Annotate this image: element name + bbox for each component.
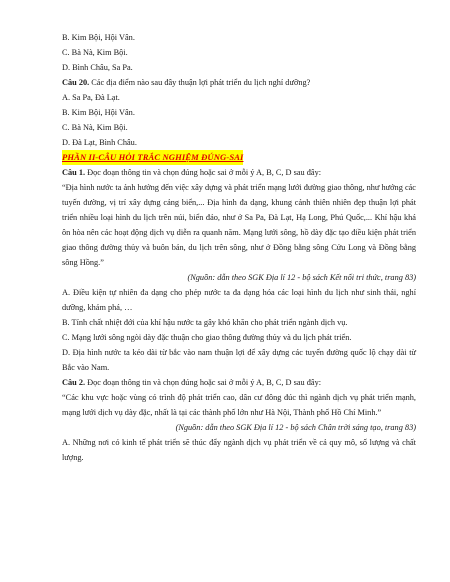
tf1-statement-d: D. Địa hình nước ta kéo dài từ bắc vào nam thuận lợi để xây dựng các tuyến đường quốc lộ chạy dài từ Bắc vào Nam.	[62, 348, 416, 372]
q20-option-b: B. Kim Bội, Hội Vân.	[62, 108, 135, 117]
tf-question-1-passage: “Địa hình nước ta ảnh hưởng đến việc xây dựng và phát triển mạng lưới đường giao thông, như hướng các tuyến đường, vị trí xây dựng cảng biển,... Địa hình đa dạng, khung cảnh thiên nhiên đẹp thuận lợi phát triển nhiều loại hình du lịch trên núi, biển đảo, như ở Sa Pa, Đà Lạt, Hạ Long, Phú Quốc,... Khí hậu khá ôn hòa nên các hoạt động dịch vụ diễn ra quanh năm. Mạng lưới sông, hồ dày đặc tạo điều kiện phát triển giao thông đường thủy và buôn bán, du lịch trên sông, như ở Đồng bằng sông Cửu Long và Đồng bằng sông Hồng.”	[62, 183, 416, 267]
tf-question-1	[62, 165, 416, 180]
tf-question-2-prompt: Đọc đoạn thông tin và chọn đúng hoặc sai ở mỗi ý A, B, C, D sau đây:	[85, 378, 322, 387]
tf1-statement-b: B. Tính chất nhiệt đới của khí hậu nước ta gây khó khăn cho phát triển ngành dịch vụ.	[62, 318, 348, 327]
tf-question-2-source: (Nguồn: dẫn theo SGK Địa lí 12 - bộ sách Chân trời sáng tạo, trang 83)	[175, 423, 416, 432]
tf-question-2-passage: “Các khu vực hoặc vùng có trình độ phát triển cao, dân cư đông đúc thì ngành dịch vụ phát triển mạnh, mạng lưới dịch vụ dày đặc, nhất là tại các thành phố lớn như Hà Nội, Thành phố Hồ Chí Minh.”	[62, 393, 416, 417]
tf1-statement-a: A. Điều kiện tự nhiên đa dạng cho phép nước ta đa dạng hóa các loại hình du lịch như sinh thái, nghỉ dưỡng, khám phá, …	[62, 288, 416, 312]
tf-question-2-label: Câu 2.	[62, 378, 86, 387]
q20-option-a: A. Sa Pa, Đà Lạt.	[62, 93, 120, 102]
q19-option-b: B. Kim Bội, Hội Vân.	[62, 33, 135, 42]
tf-question-1-prompt: Đọc đoạn thông tin và chọn đúng hoặc sai ở mỗi ý A, B, C, D sau đây:	[85, 168, 322, 177]
question-20-text: Các địa điểm nào sau đây thuận lợi phát triển du lịch nghỉ dưỡng?	[89, 78, 311, 87]
section-heading-row	[62, 150, 416, 165]
q20-option-d: D. Đà Lạt, Bình Châu.	[62, 138, 137, 147]
q19-option-c: C. Bà Nà, Kim Bội.	[62, 48, 128, 57]
question-20	[62, 75, 416, 90]
q19-option-d: D. Bình Châu, Sa Pa.	[62, 63, 133, 72]
section-title: PHẦN II-CÂU HỎI TRẮC NGHIỆM ĐÚNG-SAI	[62, 150, 243, 165]
tf1-statement-c: C. Mạng lưới sông ngòi dày đặc thuận cho giao thông đường thủy và du lịch phát triển.	[62, 333, 352, 342]
tf-question-1-source: (Nguồn: dẫn theo SGK Địa lí 12 - bộ sách Kết nối tri thức, trang 83)	[187, 273, 416, 282]
tf2-statement-a: A. Những nơi có kinh tế phát triển sẽ thúc đẩy ngành dịch vụ phát triển về cả quy mô, số lượng và chất lượng.	[62, 438, 416, 462]
question-20-label: Câu 20.	[62, 78, 90, 87]
q20-option-c: C. Bà Nà, Kim Bội.	[62, 123, 128, 132]
tf-question-1-label: Câu 1.	[62, 168, 86, 177]
tf-question-2	[62, 375, 416, 390]
